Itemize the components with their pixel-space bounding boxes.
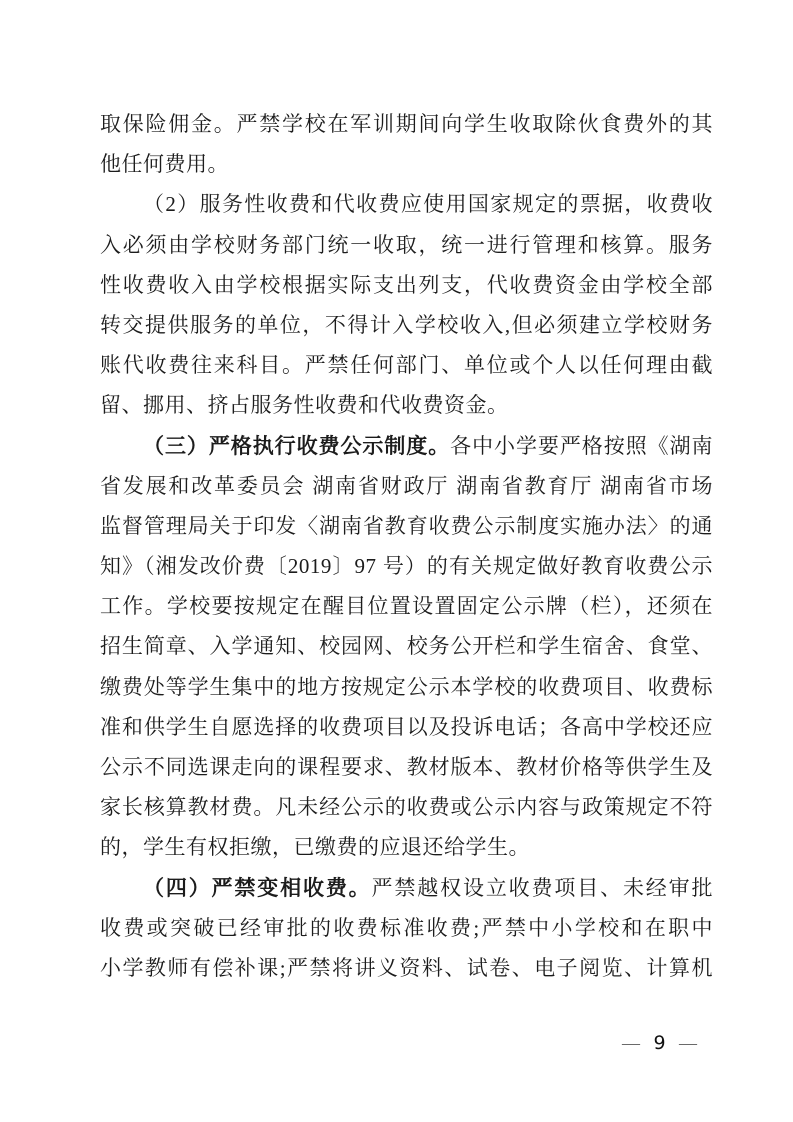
body-text: 监督管理局关于印发〈湖南省教育收费公示制度实施办法〉的通 <box>100 513 713 538</box>
document-lines <box>100 104 713 988</box>
body-text: 性收费收入由学校根据实际支出列支，代收费资金由学校全部 <box>100 272 713 297</box>
body-text: 的，学生有权拒缴，已缴费的应退还给学生。 <box>100 835 530 860</box>
body-text: 各中小学要严格按照《湖南 <box>450 433 713 458</box>
text-line <box>100 868 713 908</box>
text-line <box>100 265 713 305</box>
text-line <box>100 667 713 707</box>
text-line <box>100 747 713 787</box>
page-number: 9 <box>653 1032 666 1054</box>
page-footer <box>622 1032 697 1054</box>
text-line <box>100 466 713 506</box>
body-text: 工作。学校要按规定在醒目位置设置固定公示牌（栏），还须在 <box>100 594 713 619</box>
text-line <box>100 546 713 586</box>
text-line <box>100 385 713 425</box>
footer-dash-right: — <box>679 1033 697 1053</box>
body-text: 入必须由学校财务部门统一收取，统一进行管理和核算。服务 <box>100 232 713 257</box>
body-text: 知》（湘发改价费〔2019〕97 号）的有关规定做好教育收费公示 <box>100 554 713 579</box>
body-text: 严禁越权设立收费项目、未经审批 <box>371 875 713 900</box>
text-line <box>100 144 713 184</box>
body-text: 转交提供服务的单位，不得计入学校收入,但必须建立学校财务 <box>100 312 713 337</box>
body-text: 他任何费用。 <box>100 152 229 177</box>
body-text: 家长核算教材费。凡未经公示的收费或公示内容与政策规定不符 <box>100 795 713 820</box>
body-text: 公示不同选课走向的课程要求、教材版本、教材价格等供学生及 <box>100 755 713 779</box>
footer-dash-left: — <box>622 1033 640 1053</box>
bold-heading-text: （三）严格执行收费公示制度。 <box>143 433 451 458</box>
text-line <box>100 426 713 466</box>
text-line <box>100 225 713 265</box>
text-line <box>100 827 713 867</box>
body-text: 收费或突破已经审批的收费标准收费;严禁中小学校和在职中 <box>100 915 713 940</box>
text-line <box>100 104 713 144</box>
text-line <box>100 506 713 546</box>
body-text: 省发展和改革委员会 湖南省财政厅 湖南省教育厅 湖南省市场 <box>100 473 713 498</box>
text-line <box>100 707 713 747</box>
body-text: 留、挪用、挤占服务性收费和代收费资金。 <box>100 393 509 418</box>
body-text: 取保险佣金。严禁学校在军训期间向学生收取除伙食费外的其 <box>100 112 713 136</box>
body-text: （2）服务性收费和代收费应使用国家规定的票据，收费收 <box>143 192 713 217</box>
text-line <box>100 908 713 948</box>
text-line <box>100 948 713 988</box>
text-line <box>100 345 713 385</box>
text-line <box>100 305 713 345</box>
text-line <box>100 586 713 626</box>
body-text: 账代收费往来科目。严禁任何部门、单位或个人以任何理由截 <box>100 353 713 378</box>
text-line <box>100 626 713 666</box>
body-text: 小学教师有偿补课;严禁将讲义资料、试卷、电子阅览、计算机 <box>100 955 713 980</box>
text-line <box>100 184 713 224</box>
bold-heading-text: （四）严禁变相收费。 <box>143 875 372 900</box>
body-text: 准和供学生自愿选择的收费项目以及投诉电话；各高中学校还应 <box>100 714 713 739</box>
body-text: 缴费处等学生集中的地方按规定公示本学校的收费项目、收费标 <box>100 674 713 699</box>
body-text: 招生简章、入学通知、校园网、校务公开栏和学生宿舍、食堂、 <box>100 634 713 659</box>
text-line <box>100 787 713 827</box>
